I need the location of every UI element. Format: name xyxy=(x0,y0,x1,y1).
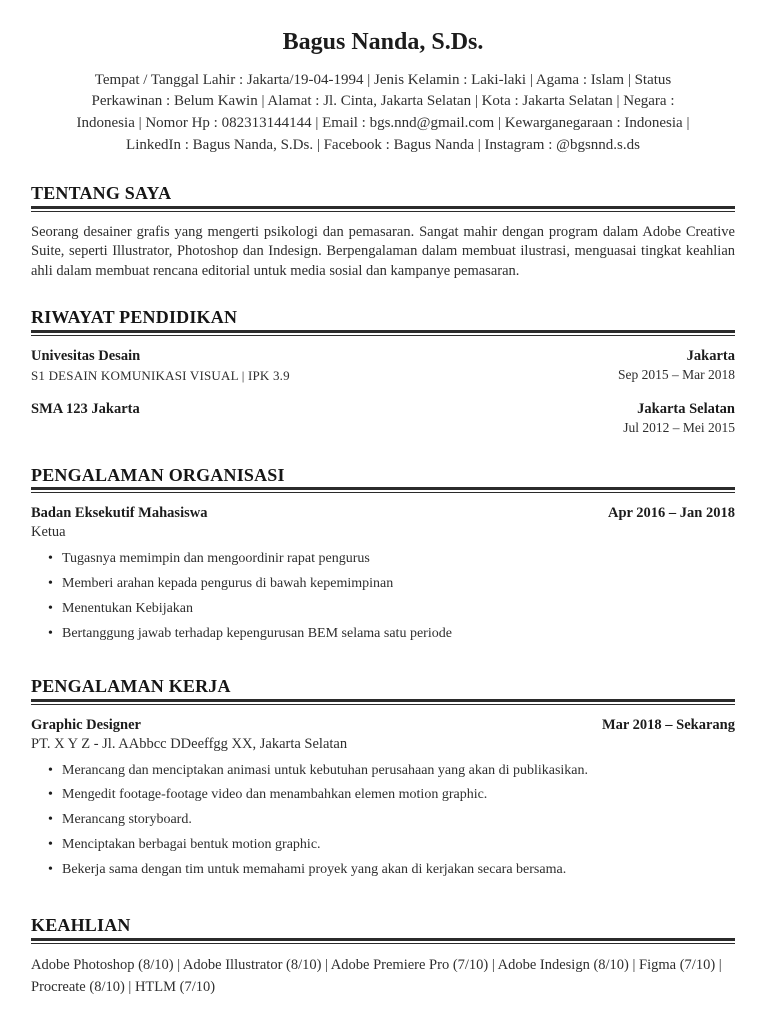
contact-info: Tempat / Tanggal Lahir : Jakarta/19-04-1994 | Jenis Kelamin : Laki-laki | Agama : Islam | Status Perkawinan : Belum Kawin | Alamat : Jl. Cinta, Jakarta Selatan | Kota : Jakarta Selatan | Negara : Indonesia | Nomor Hp : 082313144144 | Email : bgs.nnd@gmail.com | Kewarganegaraan : Indonesia | LinkedIn : Bagus Nanda, S.Ds. | Facebook : Bagus Nanda | Instagram : @bgsnnd.s.ds xyxy=(76,71,690,153)
section-rule xyxy=(31,487,735,493)
organization-period: Apr 2016 – Jan 2018 xyxy=(607,505,735,522)
bullet-item: • Bertanggung jawab terhadap kepengurusan BEM selama satu periode xyxy=(62,624,735,643)
education-entry xyxy=(31,400,735,437)
section-rule xyxy=(31,206,735,212)
organization-bullets xyxy=(31,549,735,643)
school-name: Univesitas Desain xyxy=(31,347,141,364)
section-tentang-saya xyxy=(31,183,735,281)
section-rule xyxy=(31,938,735,944)
about-text: Seorang desainer grafis yang mengerti psikologi dan pemasaran. Sangat mahir dengan program dalam Adobe Creative Suite, seperti Illustrator, Photoshop dan Indesign. Berpengalaman dalam membuat ilustrasi, menguasai tingkat keahlian ahli dalam membuat rencana editorial untuk media sosial dan kampanye pemasaran. xyxy=(31,223,735,279)
bullet-item: • Menciptakan berbagai bentuk motion graphic. xyxy=(62,835,735,854)
bullet-item: • Merancang dan menciptakan animasi untuk kebutuhan perusahaan yang akan di publikasikan. xyxy=(62,761,735,780)
skills-text: Adobe Photoshop (8/10) | Adobe Illustrator (8/10) | Adobe Premiere Pro (7/10) | Adobe Indesign (8/10) | Figma (7/10) | Procreate (8/10) | HTLM (7/10) xyxy=(31,956,722,995)
education-entry-left xyxy=(31,347,290,384)
work-entry-header xyxy=(31,716,735,734)
work-bullets xyxy=(31,761,735,880)
education-entry-right xyxy=(618,347,735,384)
section-rule xyxy=(31,699,735,705)
section-pengalaman-kerja xyxy=(31,676,735,879)
school-name: SMA 123 Jakarta xyxy=(31,400,140,417)
bullet-item: • Memberi arahan kepada pengurus di bawah kepemimpinan xyxy=(62,574,735,593)
organization-name: Badan Eksekutif Mahasiswa xyxy=(31,505,208,522)
organization-role: Ketua xyxy=(31,524,66,541)
company-line: PT. X Y Z - Jl. AAbbcc DDeeffgg XX, Jakarta Selatan xyxy=(31,735,348,752)
education-period: Sep 2015 – Mar 2018 xyxy=(618,366,735,382)
education-location: Jakarta xyxy=(686,347,735,364)
work-period: Mar 2018 – Sekarang xyxy=(601,716,735,733)
bullet-item: • Merancang storyboard. xyxy=(62,810,735,829)
education-entry-right xyxy=(623,400,735,437)
organization-entry-header xyxy=(31,504,735,522)
education-entry-left xyxy=(31,400,140,421)
section-title-pengalaman-kerja: PENGALAMAN KERJA xyxy=(31,676,231,697)
candidate-name: Bagus Nanda, S.Ds. xyxy=(282,29,484,55)
job-title: Graphic Designer xyxy=(31,716,141,733)
section-title-riwayat-pendidikan: RIWAYAT PENDIDIKAN xyxy=(31,307,238,328)
bullet-item: • Tugasnya memimpin dan mengoordinir rapat pengurus xyxy=(62,549,735,568)
section-title-pengalaman-organisasi: PENGALAMAN ORGANISASI xyxy=(31,464,285,485)
bullet-item: • Bekerja sama dengan tim untuk memahami proyek yang akan di kerjakan secara bersama. xyxy=(62,860,735,879)
education-period: Jul 2012 – Mei 2015 xyxy=(623,420,735,436)
education-location: Jakarta Selatan xyxy=(637,400,735,417)
section-riwayat-pendidikan xyxy=(31,307,735,436)
education-entry xyxy=(31,347,735,384)
education-detail: S1 DESAIN KOMUNIKASI VISUAL | IPK 3.9 xyxy=(31,367,290,383)
section-title-keahlian: KEAHLIAN xyxy=(31,915,131,936)
bullet-item: • Menentukan Kebijakan xyxy=(62,599,735,618)
section-pengalaman-organisasi xyxy=(31,465,735,643)
work-entry xyxy=(31,716,735,880)
organization-entry xyxy=(31,504,735,643)
bullet-item: • Mengedit footage-footage video dan menambahkan elemen motion graphic. xyxy=(62,785,735,804)
section-keahlian xyxy=(31,915,735,998)
section-rule xyxy=(31,330,735,336)
section-title-tentang-saya: TENTANG SAYA xyxy=(31,183,172,204)
